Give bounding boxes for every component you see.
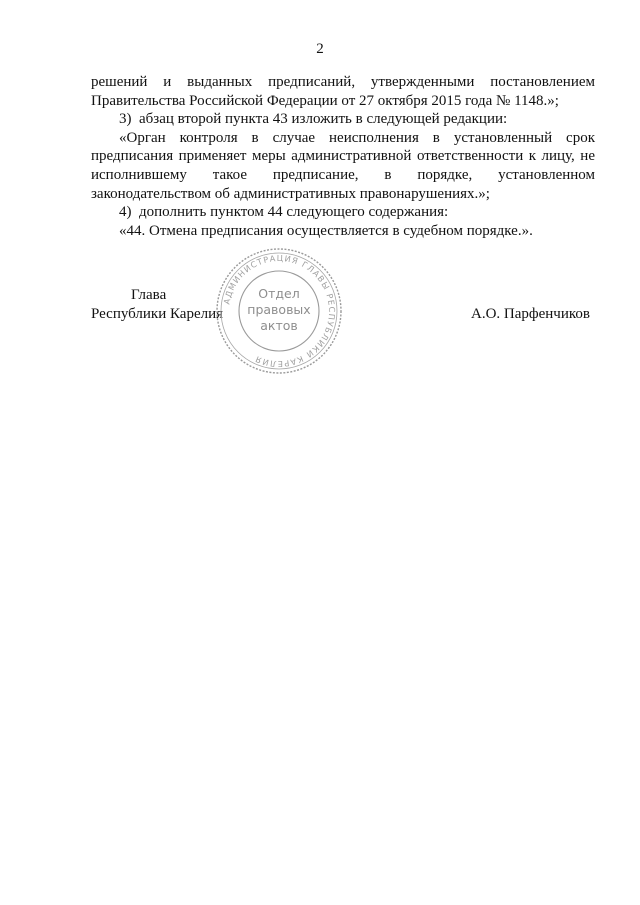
paragraph-quoted-text: «Орган контроля в случае неисполнения в установленный срок предписания применяет меры административной ответственности к лицу, не исполнившему такое предписание, в порядке, установленном законодательством об административных правонарушениях.»; (91, 129, 595, 202)
stamp-center-line1: Отдел (258, 286, 300, 301)
document-body (91, 73, 595, 240)
official-stamp (214, 246, 344, 376)
stamp-center-line2: правовых (247, 302, 311, 317)
signatory-name: А.О. Парфенчиков (471, 306, 590, 322)
paragraph-item-3: 3) абзац второй пункта 43 изложить в следующей редакции: (119, 111, 508, 128)
signatory-title-line1: Глава (131, 287, 167, 303)
paragraph-item-44: «44. Отмена предписания осуществляется в судебном порядке.». (119, 222, 533, 239)
signatory-title (91, 286, 223, 324)
paragraph-continuation-line2: Правительства Российской Федерации от 27 октября 2015 года № 1148.»; (91, 92, 559, 109)
stamp-ring-text: АДМИНИСТРАЦИЯ ГЛАВЫ РЕСПУБЛИКИ КАРЕЛИЯ (221, 252, 338, 370)
paragraph-item-4: 4) дополнить пунктом 44 следующего содержания: (119, 204, 449, 221)
signatory-title-line2: Республики Карелия (91, 306, 224, 322)
page-number: 2 (316, 41, 324, 57)
stamp-center-line3: актов (260, 318, 298, 333)
paragraph-continuation-line1: решений и выданных предписаний, утвержденными постановлением (91, 74, 595, 90)
